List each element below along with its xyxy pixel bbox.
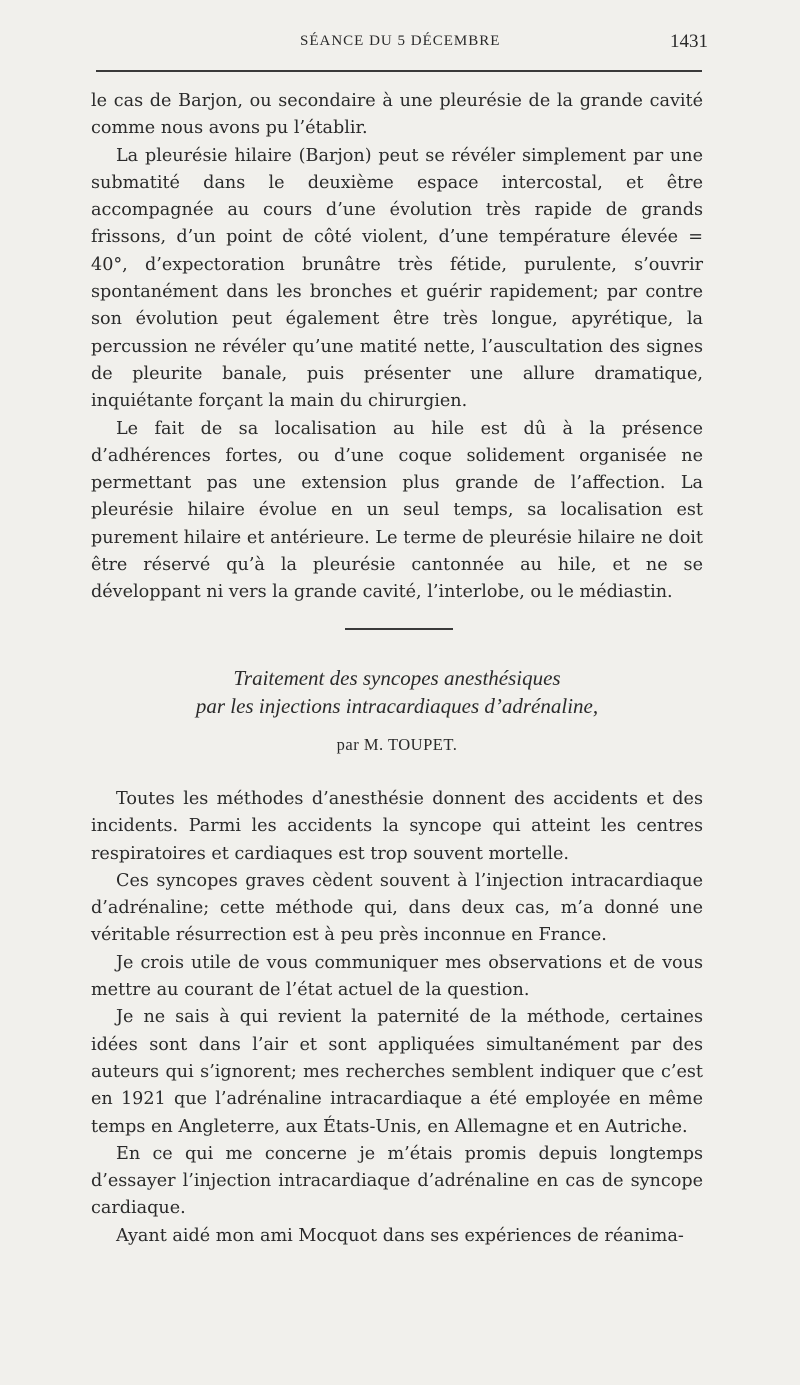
section-divider <box>345 628 453 630</box>
paragraph: La pleurésie hilaire (Barjon) peut se révéler simplement par une submatité dans le deuxième espace intercostal, et être accompagnée au cours d’une évolution très rapide de grands frissons, d’un point de côté violent, d’une température élevée = 40°, d’expectoration brunâtre très fétide, purulente, s’ouvrir spontanément dans les bronches et guérir rapidement; par contre son évolution peut également être très longue, apyrétique, la percussion ne révéler qu’une matité nette, l’auscultation des signes de pleurite banale, puis présenter une allure dramatique, inquiétante forçant la main du chirurgien. <box>91 145 703 412</box>
article-body <box>91 786 703 1250</box>
paragraph: Je ne sais à qui revient la paternité de la méthode, certaines idées sont dans l’air et sont appliquées simultanément par des auteurs qui s’ignorent; mes recherches semblent indiquer que c’est en 1921 que l’adrénaline intracardiaque a été employée en même temps en Angleterre, aux États-Unis, en Allemagne et en Autriche. <box>91 1007 703 1137</box>
running-head <box>0 33 800 57</box>
paragraph: le cas de Barjon, ou secondaire à une pleurésie de la grande cavité comme nous avons pu l’établir. <box>91 91 703 139</box>
paragraph: Le fait de sa localisation au hile est dû à la présence d’adhérences fortes, ou d’une coque solidement organisée ne permettant pas une extension plus grande de l’affection. La pleurésie hilaire évolue en un seul temps, sa localisation est purement hilaire et antérieure. Le terme de pleurésie hilaire ne doit être réservé qu’à la pleurésie cantonnée au hile, et ne se développant ni vers la grande cavité, l’interlobe, ou le médiastin. <box>91 418 703 603</box>
section-continuation <box>91 88 703 607</box>
page-number: 1431 <box>670 31 708 52</box>
paragraph: Toutes les méthodes d’anesthésie donnent des accidents et des incidents. Parmi les accidents la syncope qui atteint les centres respiratoires et cardiaques est trop souvent mortelle. <box>91 789 703 864</box>
paragraph: En ce qui me concerne je m’étais promis depuis longtemps d’essayer l’injection intracardiaque d’adrénaline en cas de syncope cardiaque. <box>91 1143 703 1219</box>
header-rule <box>96 70 702 72</box>
article-author: par M. TOUPET. <box>336 735 458 754</box>
paragraph: Je crois utile de vous communiquer mes observations et de vous mettre au courant de l’état actuel de la question. <box>91 952 703 1001</box>
article-title-line-1: Traitement des syncopes anesthésiques <box>233 666 561 690</box>
article-title-line-2: par les injections intracardiaques d’adrénaline, <box>195 694 599 718</box>
paragraph: Ayant aidé mon ami Mocquot dans ses expériences de réanima- <box>116 1225 684 1246</box>
article-title <box>91 664 703 720</box>
paragraph: Ces syncopes graves cèdent souvent à l’injection intracardiaque d’adrénaline; cette méthode qui, dans deux cas, m’a donné une véritable résurrection est à peu près inconnue en France. <box>91 870 703 946</box>
running-title: SÉANCE DU 5 DÉCEMBRE <box>300 33 501 49</box>
